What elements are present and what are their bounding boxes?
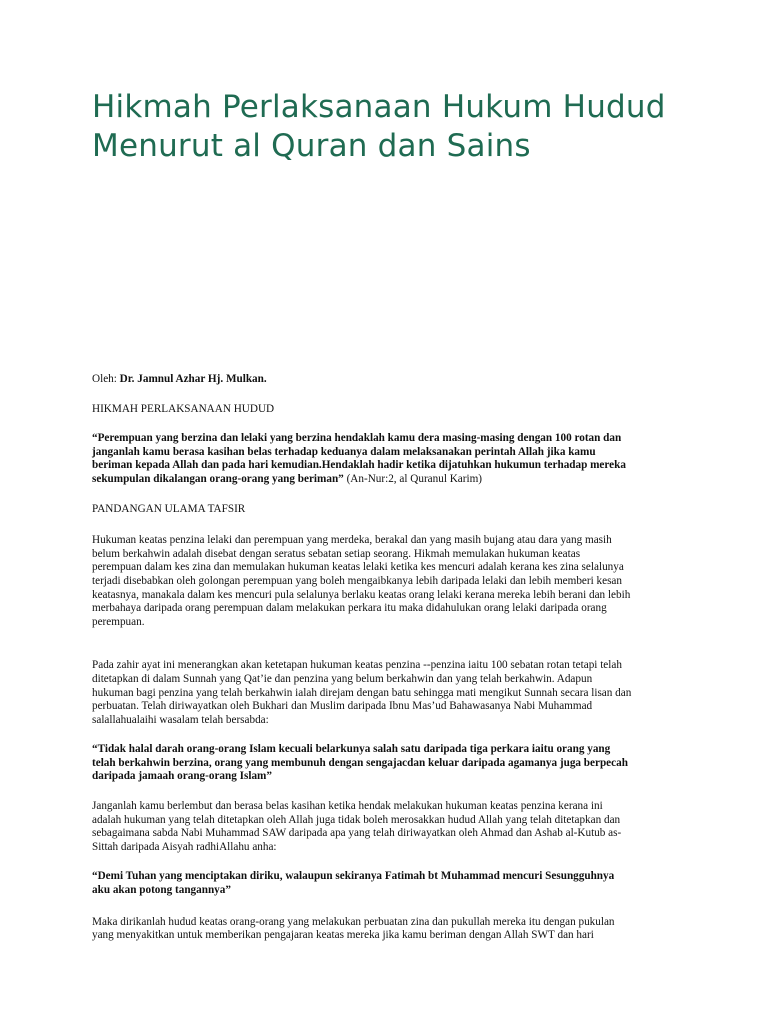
quran-quote-text: “Perempuan yang berzina dan lelaki yang berzina hendaklah kamu dera masing-masing dengan 100 rotan dan janganlah kamu berasa kasihan belas terhadap keduanya dalam melaksanakan perintah Allah jika kamu beriman kepada Allah dan pada hari kemudian.Hendaklah hadir ketika dijatuhkan hukumun terhadap mereka sekumpulan dikalangan orang-orang yang beriman”	[92, 432, 626, 485]
section-heading-pandangan: PANDANGAN ULAMA TAFSIR	[92, 502, 246, 515]
paragraph-3: Janganlah kamu berlembut dan berasa belas kasihan ketika hendak melakukan hukuman keatas penzina kerana ini adalah hukuman yang telah ditetapkan oleh Allah juga tidak boleh merosakkan hudud Allah yang telah ditetapkan dan sebagaimana sabda Nabi Muhammad SAW daripada apa yang telah diriwayatkan oleh Ahmad dan Ashab al-Kutub as-Sittah daripada Aisyah radhiAllahu anha:	[92, 800, 622, 853]
author-name: Dr. Jamnul Azhar Hj. Mulkan.	[119, 373, 267, 385]
author-line	[92, 373, 632, 387]
hadith-quote-1: “Tidak halal darah orang-orang Islam kecuali belarkunya salah satu daripada tiga perkara iaitu orang yang telah berkahwin berzina, orang yang membunuh dengan sengajacdan keluar daripada agamanya juga berpecah daripada jamaah orang-orang Islam”	[92, 743, 628, 783]
quran-quote-source: (An-Nur:2, al Quranul Karim)	[343, 472, 483, 485]
author-label: Oleh:	[92, 373, 120, 385]
paragraph-1: Hukuman keatas penzina lelaki dan perempuan yang merdeka, berakal dan yang masih bujang atau dara yang masih belum berkahwin adalah disebat dengan seratus sebatan setiap seorang. Hikmah memulakan hukuman keatas perempuan dalam kes zina dan memulakan hukuman keatas lelaki ketika kes mencuri adalah kerana kes zina selalunya terjadi disebabkan oleh golongan perempuan yang boleh mengaibkanya lebih daripada lelaki dan lebih memberi kesan keatasnya, manakala dalam kes mencuri pula selalunya berlaku keatas orang lelaki kerana mereka lebih berani dan lebih merbahaya daripada orang perempuan dalam melakukan perkara itu maka didahulukan orang lelaki daripada orang perempuan.	[92, 534, 631, 628]
page-title: Hikmah Perlaksanaan Hukum Hudud Menurut al Quran dan Sains	[92, 89, 666, 164]
paragraph-2: Pada zahir ayat ini menerangkan akan ketetapan hukuman keatas penzina --penzina iaitu 100 sebatan rotan tetapi telah ditetapkan di dalam Sunnah yang Qat’ie dan penzina yang belum berkahwin dan yang telah berkahwin. Adapun hukuman bagi penzina yang telah berkahwin ialah direjam dengan batu sehingga mati mengikut Sunnah secara lisan dan perbuatan. Telah diriwayatkan oleh Bukhari dan Muslim daripada Ibnu Mas’ud Bahawasanya Nabi Muhammad salallahualaihi wasalam telah bersabda:	[92, 659, 632, 726]
hadith-quote-2: “Demi Tuhan yang menciptakan diriku, walaupun sekiranya Fatimah bt Muhammad mencuri Sesungguhnya aku akan potong tangannya”	[92, 870, 615, 897]
article-body	[92, 373, 632, 943]
paragraph-4: Maka dirikanlah hudud keatas orang-orang yang melakukan perbuatan zina dan pukullah mereka itu dengan pukulan yang menyakitkan untuk memberikan pengajaran keatas mereka jika kamu beriman dengan Allah SWT dan hari	[92, 915, 615, 942]
section-heading-hikmah: HIKMAH PERLAKSANAAN HUDUD	[92, 402, 275, 415]
quran-quote	[92, 432, 632, 486]
